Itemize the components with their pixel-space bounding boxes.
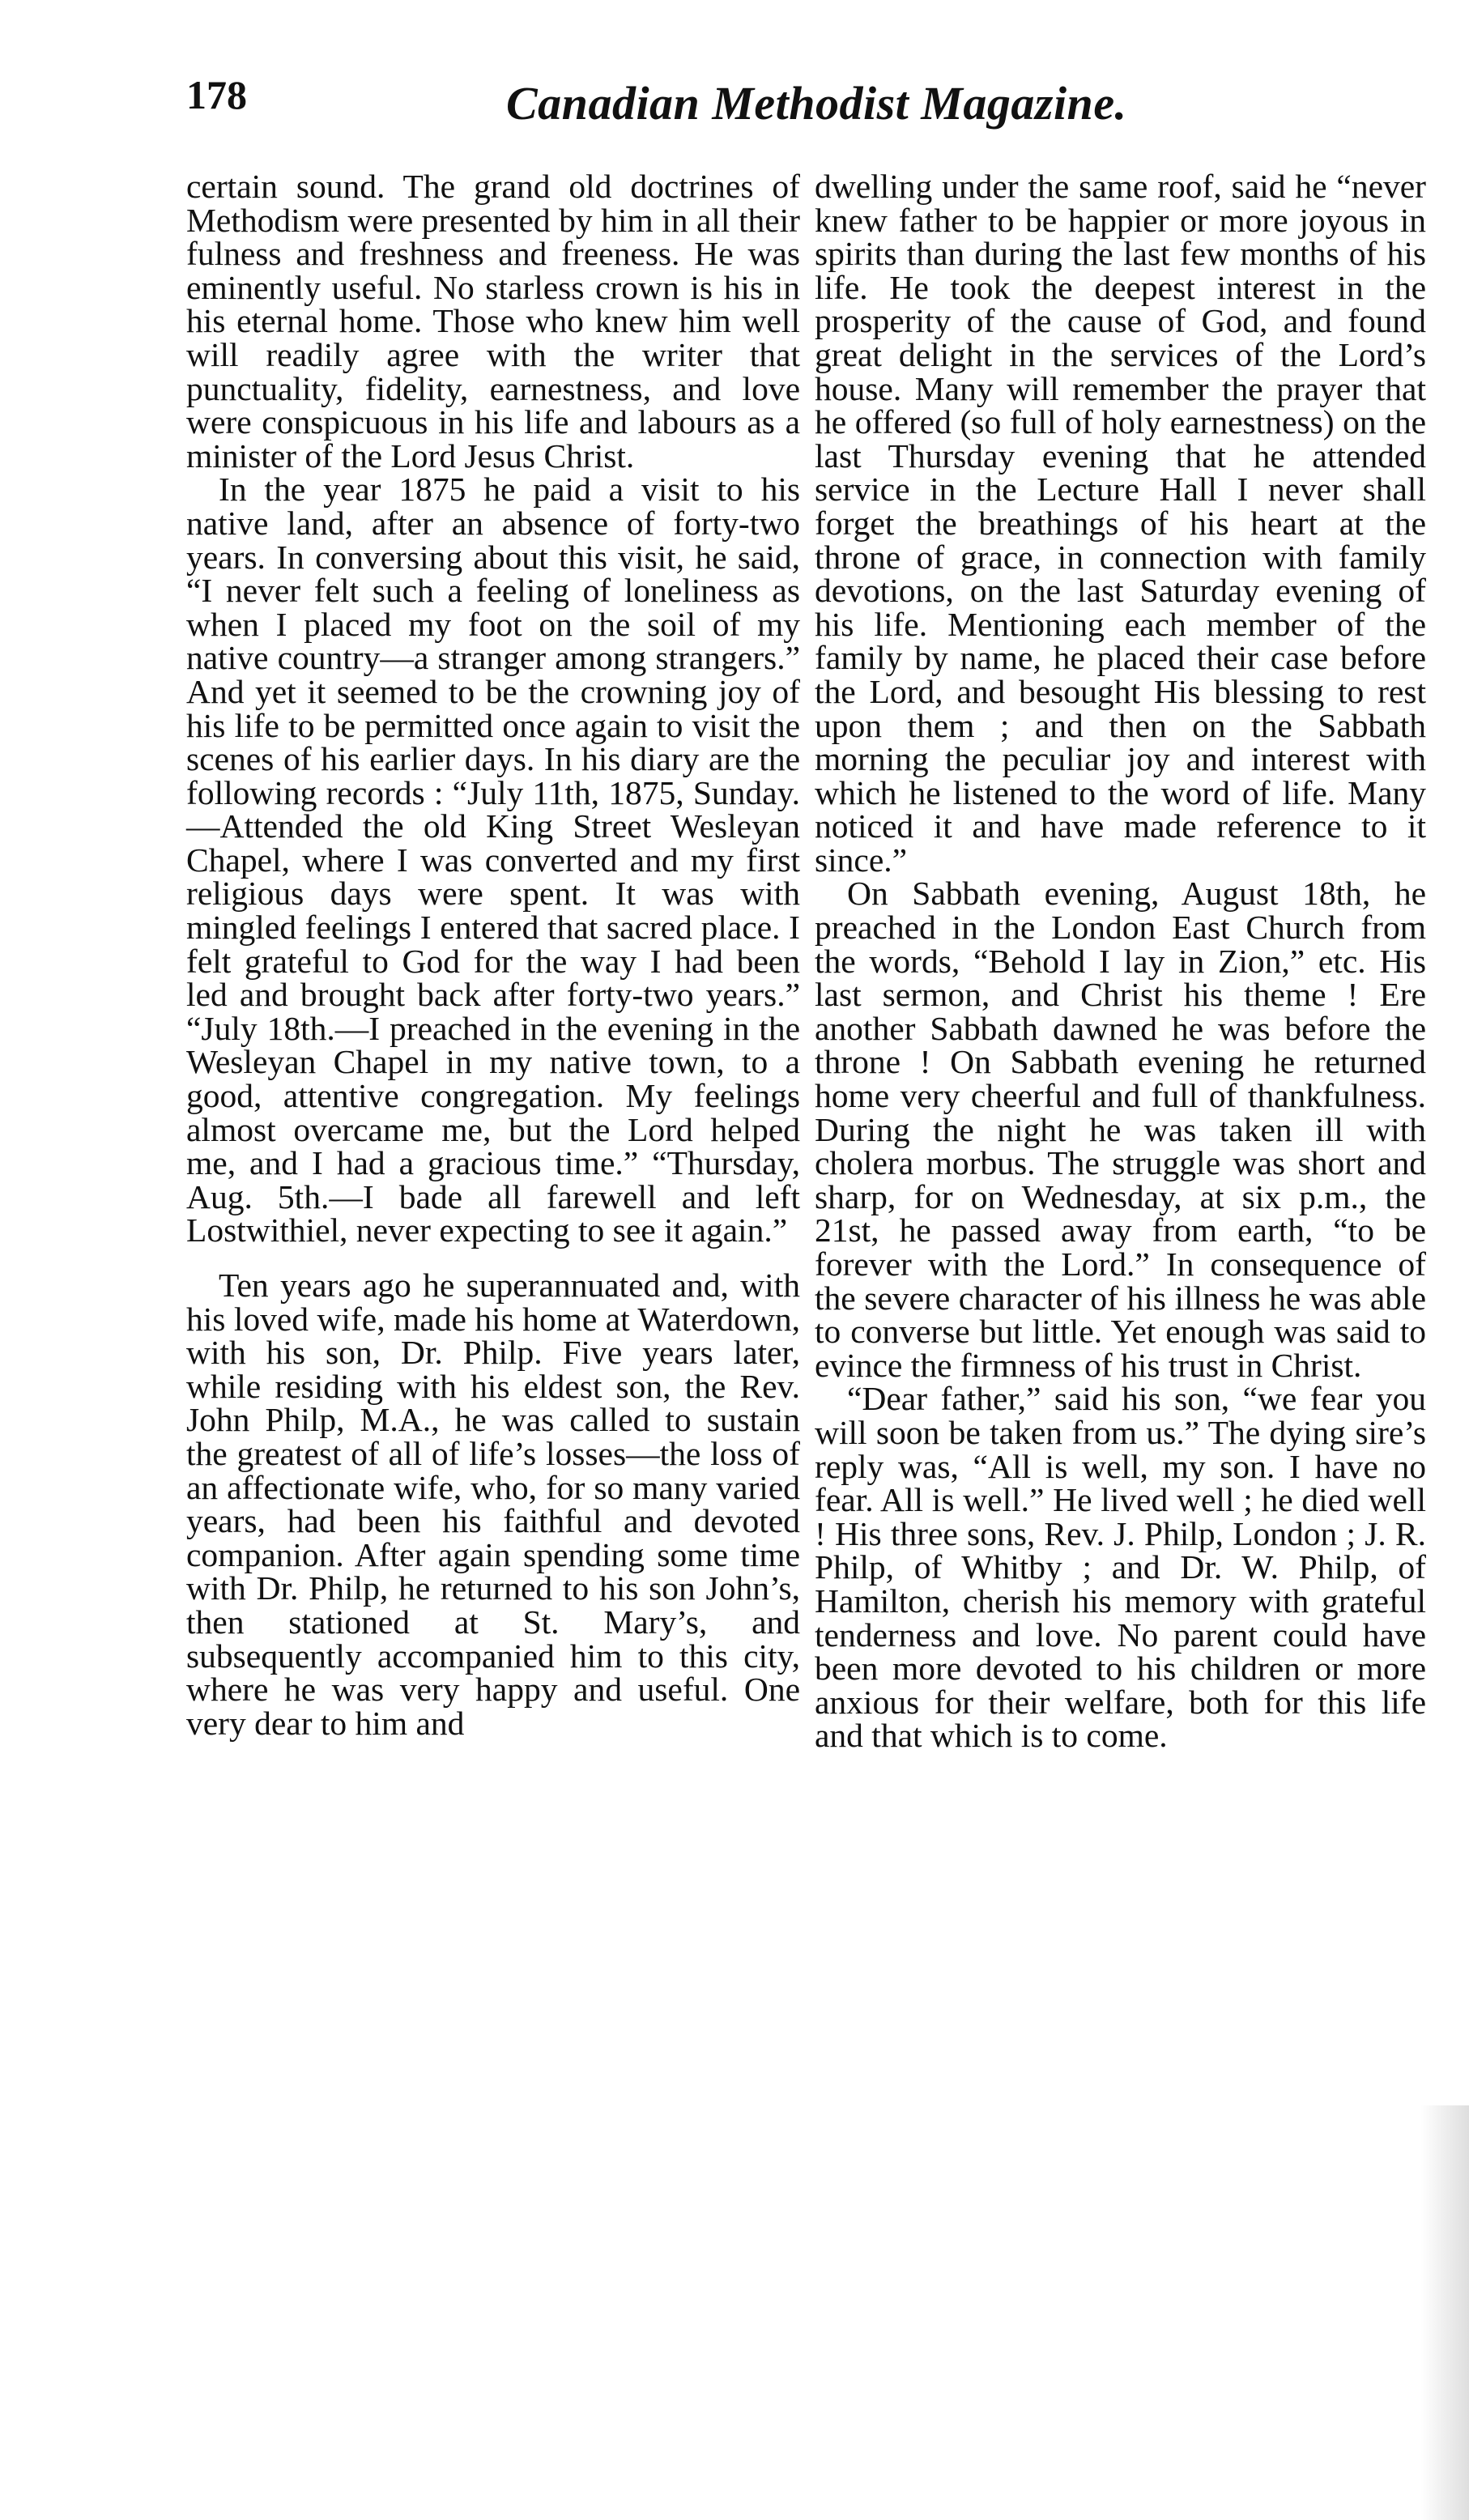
paragraph: Ten years ago he superannuated and, with his loved wife, made his home at Waterdown, with his son, Dr. Philp. Five years later, while residing with his eldest son, the Rev. John Philp, M.A., he was called to sustain the greatest of all of life’s losses—the loss of an affectionate wife, who, for so many varied years, had been his faithful and devoted companion. After again spending some time with Dr. Philp, he returned to his son John’s, then stationed at St. Mary’s, and subsequently accompanied him to this city, where he was very happy and useful. One very dear to him and xyxy=(186,1266,800,1742)
paragraph: “Dear father,” said his son, “we fear you will soon be taken from us.” The dying sire’s reply was, “All is well, my son. I have no fear. All is well.” He lived well ; he died well ! His three sons, Rev. J. Philp, London ; J. R. Philp, of Whitby ; and Dr. W. Philp, of Hamilton, cherish his memory with grateful tenderness and love. No parent could have been more devoted to his children or more anxious for their welfare, both for this life and that which is to come. xyxy=(815,1380,1426,1755)
page-header xyxy=(186,71,1182,144)
paragraph: On Sabbath evening, August 18th, he preached in the London East Church from the words, “Behold I lay in Zion,” etc. His last sermon, and Christ his theme ! Ere another Sabbath dawned he was before the throne ! On Sabbath evening he returned home very cheerful and full of thankfulness. During the night he was taken ill with cholera morbus. The struggle was short and sharp, for on Wednesday, at six p.m., the 21st, he passed away from earth, “to be forever with the Lord.” In consequence of the severe character of his illness he was able to converse but little. Yet enough was said to evince the firmness of his trust in Christ. xyxy=(815,875,1426,1384)
running-title: Canadian Methodist Magazine. xyxy=(506,77,1127,130)
page-number: 178 xyxy=(186,72,247,117)
paragraph: In the year 1875 he paid a visit to his native land, after an absence of forty-two years. In conversing about this visit, he said, “I never felt such a feeling of loneliness as when I placed my foot on the soil of my native country—a stranger among strangers.” And yet it seemed to be the crowning joy of his life to be permitted once again to visit the scenes of his earlier days. In his diary are the following records : “July 11th, 1875, Sunday.—Attended the old King Street Wesleyan Chapel, where I was converted and my first religious days were spent. It was with mingled feelings I entered that sacred place. I felt grateful to God for the way I had been led and brought back after forty-two years.” “July 18th.—I preached in the evening in the Wesleyan Chapel in my native town, to a good, attentive congregation. My feelings almost overcame me, but the Lord helped me, and I had a gracious time.” “Thursday, Aug. 5th.—I bade all farewell and left Lostwithiel, never expecting to see it again.” xyxy=(186,470,800,1249)
paragraph: dwelling under the same roof, said he “never knew father to be happier or more joyous in spirits than during the last few months of his life. He took the deepest interest in the prosperity of the cause of God, and found great delight in the services of the Lord’s house. Many will remember the prayer that he offered (so full of holy earnestness) on the last Thursday evening that he attended service in the Lecture Hall I never shall forget the breathings of his heart at the throne of grace, in connection with family devotions, on the last Saturday evening of his life. Mentioning each member of the family by name, he placed their case before the Lord, and besought His blessing to rest upon them ; and then on the Sabbath morning the peculiar joy and interest with which he listened to the word of life. Many noticed it and have made reference to it since.” xyxy=(815,168,1426,879)
paragraph: certain sound. The grand old doctrines of Methodism were presented by him in all their fulness and freshness and freeness. He was eminently useful. No starless crown is his in his eternal home. Those who knew him well will readily agree with the writer that punctuality, fidelity, earnestness, and love were conspicuous in his life and labours as a minister of the Lord Jesus Christ. xyxy=(186,168,800,475)
right-column xyxy=(815,170,1426,1753)
page-edge-shadow xyxy=(1420,2105,1469,2520)
left-column xyxy=(186,170,800,1740)
